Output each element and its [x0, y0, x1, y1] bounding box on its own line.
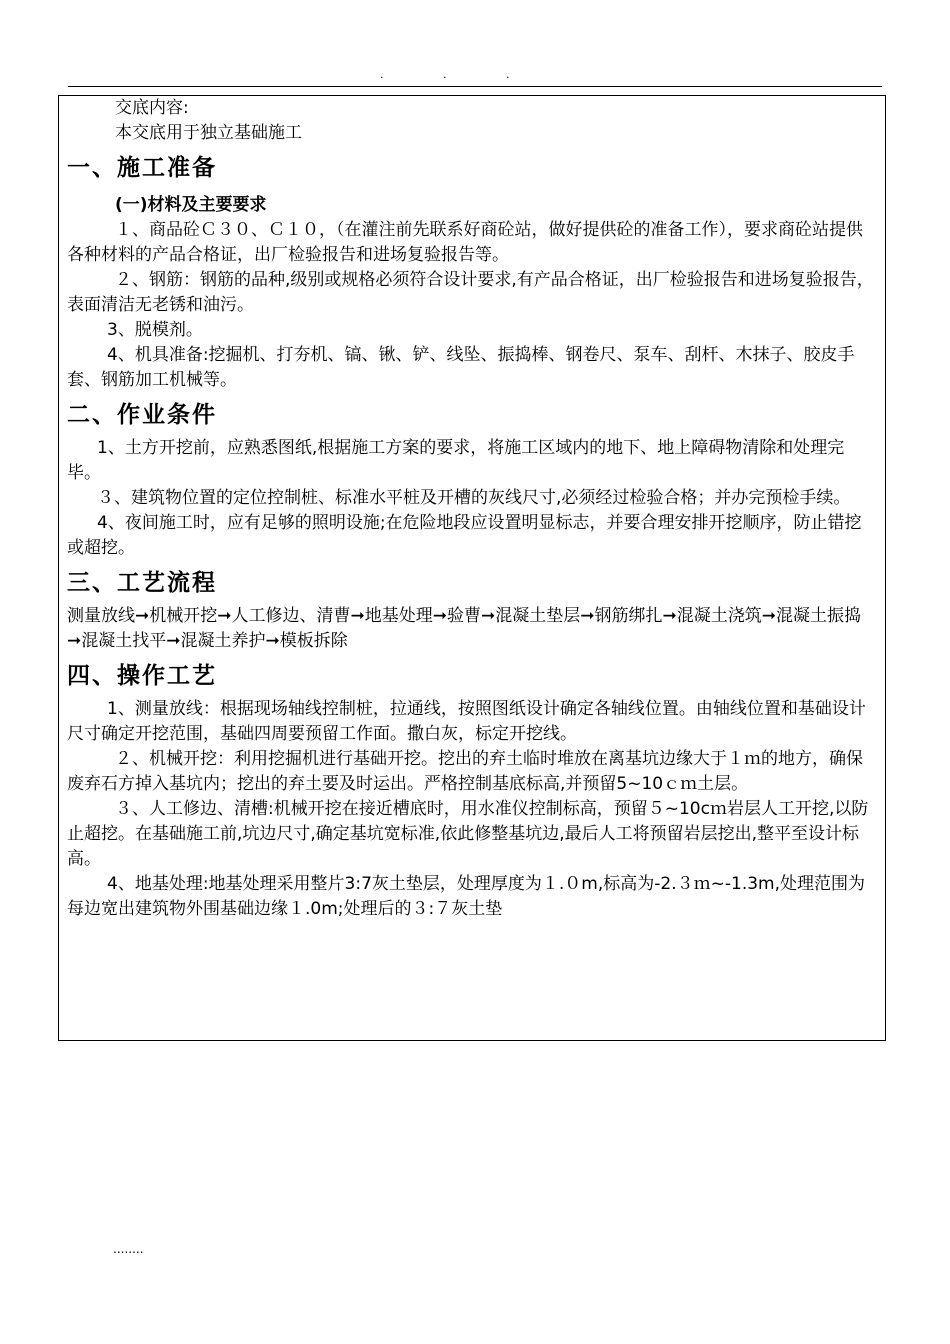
- section-4-item: ３、人工修边、清槽:机械开挖在接近槽底时，用水准仪控制标高，预留５~10cｍ岩层人工开挖,以防止超挖。在基础施工前,坑边尺寸,确定基坑宽标准,依此修整基坑边,最后人工将预留岩层挖出,整平至设计标高。: [67, 799, 869, 869]
- disclosure-table-cell: [58, 95, 886, 1041]
- section-1-title: 一、施工准备: [67, 155, 217, 181]
- footer-dots: ........: [113, 1242, 144, 1256]
- section-1-item: 3、脱模剂。: [107, 320, 203, 340]
- section-2-item: 4、夜间施工时，应有足够的照明设施;在危险地段应设置明显标志，并要合理安排开挖顺序，防止错挖或超挖。: [67, 513, 862, 558]
- section-1-item: １、商品砼Ｃ３０、Ｃ１０，（在灌注前先联系好商砼站，做好提供砼的准备工作），要求商砼站提供各种材料的产品合格证，出厂检验报告和进场复验报告等。: [67, 220, 863, 265]
- section-2-item: 1、土方开挖前，应熟悉图纸,根据施工方案的要求，将施工区域内的地下、地上障碍物清除和处理完毕。: [67, 438, 845, 483]
- section-2-title: 二、作业条件: [67, 402, 217, 428]
- intro-scope: 本交底用于独立基础施工: [115, 123, 302, 143]
- process-flow: 测量放线➞机械开挖➞人工修边、清曹➞地基处理➞验曹➞混凝土垫层➞钢筋绑扎➞混凝土浇筑➞混凝土振捣➞混凝土找平➞混凝土养护➞模板拆除: [67, 606, 861, 651]
- section-3-title: 三、工艺流程: [67, 570, 217, 596]
- section-2-item: ３、建筑物位置的定位控制桩、标准水平桩及开槽的灰线尺寸,必须经过检验合格；并办完预检手续。: [97, 488, 851, 508]
- section-4-item: 4、地基处理:地基处理采用整片3:7灰土垫层，处理厚度为１.０m,标高为-2.３ｍ~-1.3m,处理范围为每边宽出建筑物外围基础边缘１.0m;处理后的３:７灰土垫: [67, 874, 866, 919]
- section-4-title: 四、操作工艺: [67, 663, 217, 689]
- section-1-item: ２、钢筋：钢筋的品种,级别或规格必须符合设计要求,有产品合格证，出厂检验报告和进场复验报告，表面清洁无老锈和油污。: [67, 270, 874, 315]
- intro-label: 交底内容:: [115, 98, 189, 118]
- section-1-item: 4、机具准备:挖掘机、打夯机、镐、锹、铲、线坠、振捣棒、钢卷尺、泵车、刮杆、木抹子、胶皮手套、钢筋加工机械等。: [67, 345, 855, 390]
- header-dots: . . .: [380, 68, 538, 81]
- header-rule: [68, 86, 882, 87]
- section-4-item: ２、机械开挖：利用挖掘机进行基础开挖。挖出的弃土临时堆放在离基坑边缘大于１ｍ的地方，确保废弃石方掉入基坑内；挖出的弃土要及时运出。严格控制基底标高,并预留5~10ｃｍ土层。: [67, 749, 863, 794]
- section-4-item: 1、测量放线：根据现场轴线控制桩，拉通线，按照图纸设计确定各轴线位置。由轴线位置和基础设计尺寸确定开挖范围，基础四周要预留工作面。撒白灰，标定开挖线。: [67, 699, 866, 744]
- section-1-subtitle: (一)材料及主要要求: [115, 195, 267, 215]
